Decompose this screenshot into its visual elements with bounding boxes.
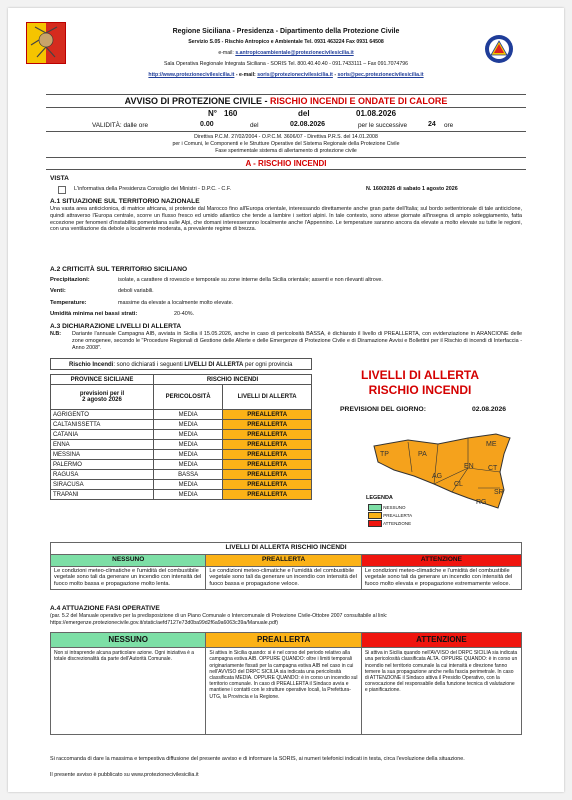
h-prev-label: previsioni per il (79, 391, 125, 397)
title-red: RISCHIO INCENDI E ONDATE DI CALORE (270, 96, 448, 106)
legend-swatch-nessuno (368, 504, 382, 511)
pec-email-link[interactable]: soris@pec.protezionecivilesicilia.it (337, 72, 424, 78)
vista-title: VISTA (50, 175, 69, 182)
h-province: PROVINCE SICILIANE (51, 375, 154, 385)
legend-nessuno (368, 504, 418, 512)
a2-value-venti: deboli variabili. (118, 288, 154, 294)
rn-b1: Rischio Incendi (69, 362, 114, 368)
province-name: RAGUSA (51, 470, 154, 480)
ops-text-preallerta: Si attiva in Sicilia quando: si è nel corso del periodo relativo alla campagna estiva AIB. OPPURE QUANDO: oltre i limiti temporali originariamente fissati per la campagna estiva AIB nel caso in cui nell'AVVISO del DRPC SICILIA sia indicata una pericolosità classificata MEDIA. OPPURE QUANDO: è in corso un incendio sul territorio comunale. In caso di PREALLERTA il Sindaco avvia e mantiene i contatti con le strutture operative locali, la Prefettura-UTG, la Provincia e la Regione. (206, 648, 361, 735)
province-name: AGRIGENTO (51, 410, 154, 420)
province-name: PALERMO (51, 460, 154, 470)
section-a-title: A - RISCHIO INCENDI (46, 157, 526, 170)
province-level: PREALLERTA (223, 430, 312, 440)
map-label-cl: CL (454, 481, 463, 488)
map-label-pa: PA (418, 451, 427, 458)
sep2: - (332, 72, 338, 78)
legend (368, 504, 418, 528)
footer-site-link[interactable]: www.protezionecivilesicilia.it (131, 772, 199, 778)
h-livelli: LIVELLI DI ALLERTA (223, 385, 312, 410)
province-pericolosita: MEDIA (154, 440, 223, 450)
header-line1: Regione Siciliana - Presidenza - Dipartimento della Protezione Civile (172, 28, 400, 35)
province-pericolosita: MEDIA (154, 460, 223, 470)
province-row (51, 430, 312, 440)
vista-text: L'informativa della Presidenza Consiglio dei Ministri - D.P.C. - C.F. (74, 186, 232, 192)
ore-label: ore (444, 122, 454, 129)
legend-label-attenzione: ATTENZIONE (383, 521, 412, 526)
province-row (51, 420, 312, 430)
email-link[interactable]: s.antropicoambientale@protezionecivilesicilia.it (235, 50, 354, 56)
a2-label-precip: Precipitazioni: (50, 277, 90, 283)
province-pericolosita: MEDIA (154, 420, 223, 430)
province-name: ENNA (51, 440, 154, 450)
title-prefix: AVVISO DI PROTEZIONE CIVILE - (124, 96, 270, 106)
vista-ref (366, 186, 458, 192)
a4-link[interactable]: https://emergenze.protezionecivile.gov.it/static/aefd7127e73d0ba99d2f6a9a6063c39a/Manuale.pdf) (50, 620, 279, 626)
province-name: MESSINA (51, 450, 154, 460)
map-label-sr: SR (494, 489, 504, 496)
province-pericolosita: BASSA (154, 470, 223, 480)
province-row (51, 480, 312, 490)
map-label-ag: AG (432, 473, 443, 480)
a2-label-venti: Venti: (50, 288, 66, 294)
footer-line1: Si raccomanda di dare la massima e tempestiva diffusione del presente avviso e di informare la SORIS, ai numeri telefonici indicati in testa, circa l'evoluzione della situazione. (50, 756, 465, 762)
province-name: SIRACUSA (51, 480, 154, 490)
from-time: 0.00 (200, 121, 214, 128)
province-level: PREALLERTA (223, 440, 312, 450)
levels-head-preallerta: PREALLERTA (206, 554, 361, 566)
rischio-note (50, 358, 312, 370)
del-label: del (298, 109, 310, 118)
province-row (51, 410, 312, 420)
province-level: PREALLERTA (223, 450, 312, 460)
levels-table (50, 542, 522, 590)
h-peric: PERICOLOSITÀ (154, 385, 223, 410)
map-label-rg: RG (476, 499, 487, 506)
h-prev-date: 2 agosto 2026 (82, 397, 122, 403)
a2-title: A.2 CRITICITÀ SUL TERRITORIO SICILIANO (50, 266, 188, 273)
map-label-me: ME (486, 441, 497, 448)
footer-prefix: Il presente avviso è pubblicato su (50, 772, 132, 778)
vista-checkbox[interactable] (58, 186, 66, 194)
province-pericolosita: MEDIA (154, 490, 223, 500)
map-title (318, 368, 522, 398)
a2-label-temp: Temperature: (50, 300, 87, 306)
legend-attenzione (368, 520, 418, 528)
a2-value-umid: 20-40%. (174, 311, 195, 317)
divider (46, 131, 526, 132)
province-pericolosita: MEDIA (154, 480, 223, 490)
legend-preallerta (368, 512, 418, 520)
ops-head-nessuno: NESSUNO (51, 633, 206, 648)
n-label: N° (208, 109, 217, 118)
vista-ref-date: di sabato 1 agosto 2026 (395, 186, 458, 192)
legend-label-preallerta: PREALLERTA (383, 513, 413, 518)
province-table (50, 374, 312, 500)
province-row (51, 460, 312, 470)
prev-label: PREVISIONI DEL GIORNO: (340, 406, 426, 413)
levels-title: LIVELLI DI ALLERTA RISCHIO INCENDI (51, 543, 522, 555)
province-row (51, 450, 312, 460)
validita-label: VALIDITÀ: dalle ore (92, 122, 149, 129)
province-row (51, 490, 312, 500)
per-label: per le successive (358, 122, 408, 129)
levels-head-attenzione: ATTENZIONE (361, 554, 521, 566)
province-row (51, 470, 312, 480)
levels-text-preallerta: Le condizioni meteo-climatiche e l'umidità del combustibile vegetale sono tali da generare un incendio con intensità del fuoco bassa e propagazione veloce. (206, 566, 361, 589)
map-label-en: EN (464, 463, 474, 470)
email-sep: - e-mail: (234, 72, 258, 78)
document-page (8, 8, 564, 792)
province-level: PREALLERTA (223, 480, 312, 490)
map-title-1: LIVELLI DI ALLERTA (361, 368, 479, 382)
from-date: 02.08.2026 (290, 121, 326, 128)
province-row (51, 440, 312, 450)
a2-value-temp: massime da elevate a localmente molto elevate. (118, 300, 234, 306)
header-line3 (8, 50, 564, 57)
province-pericolosita: MEDIA (154, 430, 223, 440)
ops-table (50, 632, 522, 735)
province-level: PREALLERTA (223, 410, 312, 420)
levels-text-attenzione: Le condizioni meteo-climatiche e l'umidità del combustibile vegetale sono tali da generare un incendio con intensità del fuoco molto elevata e propagazione estremamente veloce. (361, 566, 521, 589)
avviso-date: 01.08.2026 (356, 109, 397, 118)
a3-title: A.3 DICHIARAZIONE LIVELLI DI ALLERTA (50, 323, 182, 330)
province-pericolosita: MEDIA (154, 450, 223, 460)
hours: 24 (428, 121, 436, 128)
province-name: CATANIA (51, 430, 154, 440)
ops-head-preallerta: PREALLERTA (206, 633, 361, 648)
avviso-title (46, 94, 526, 108)
ops-text-attenzione: Si attiva in Sicilia quando nell'AVVISO del DRPC SICILIA sia indicata una pericolosità classificata ALTA. OPPURE QUANDO: è in corso un incendio nel territorio comunale la cui intensità e direzione fanno temere la sua propagazione anche nella fascia perimetrale. In caso di ATTENZIONE il Sindaco attiva il Presidio Operativo, con la convocazione del responsabile della funzione tecnica di valutazione e pianificazione. (361, 648, 521, 735)
n-value: 160 (224, 109, 238, 118)
legend-swatch-preallerta (368, 512, 382, 519)
vista-ref-num: N. 160/2026 (366, 186, 396, 192)
website-link[interactable]: http://www.protezionecivilesicilia.it (148, 72, 235, 78)
legend-title: LEGENDA (366, 495, 393, 501)
directive-1: Direttiva P.C.M. 27/02/2004 - O.P.C.M. 3606/07 - Direttiva P.R.S. del 14.01.2008 (194, 134, 378, 140)
province-level: PREALLERTA (223, 420, 312, 430)
a2-value-precip: isolate, a carattere di rovescio e temporale su zone interne della Sicilia orientale; assenti e non rilevanti altrove. (118, 277, 383, 283)
directive-2: per i Comuni, le Componenti e le Strutture Operative del Sistema Regionale della Protezione Civile (172, 141, 400, 147)
rn-t2: per ogni provincia (243, 362, 293, 368)
email-label: e-mail: (218, 50, 236, 56)
province-pericolosita: MEDIA (154, 410, 223, 420)
soris-email-link[interactable]: soris@protezionecivilesicilia.it (257, 72, 333, 78)
a4-text: (par. 5.2 del Manuale operativo per la predisposizione di un Piano Comunale o Intercomunale di Protezione Civile-Ottobre 2007 consultabile al link: (50, 613, 388, 619)
a3-nb: N.B: (50, 331, 62, 337)
header-line4: Sala Operativa Regionale Integrata Siciliana - SORIS Tel. 800.40.40.40 - 091.7433111 – Fax 091.7074796 (164, 61, 408, 67)
footer-line2 (50, 772, 199, 778)
province-name: CALTANISSETTA (51, 420, 154, 430)
rn-t1: : sono dichiarati i seguenti (113, 362, 185, 368)
levels-text-nessuno: Le condizioni meteo-climatiche e l'umidità del combustibile vegetale sono tali da generare un incendio con intensità del fuoco molto bassa e propagazione molto lenta. (51, 566, 206, 589)
prev-date: 02.08.2026 (472, 406, 507, 413)
directive-3: Fase sperimentale sistema di allertamento di protezione civile (215, 148, 357, 154)
legend-swatch-attenzione (368, 520, 382, 527)
rn-b2: LIVELLI DI ALLERTA (184, 362, 244, 368)
a4-title: A.4 ATTUAZIONE FASI OPERATIVE (50, 605, 160, 612)
map-title-2: RISCHIO INCENDI (368, 383, 472, 397)
province-level: PREALLERTA (223, 460, 312, 470)
ops-text-nessuno: Non si intraprende alcuna particolare azione. Ogni iniziativa è a totale discrezionalità da parte dell'Autorità Comunale. (51, 648, 206, 735)
province-name: TRAPANI (51, 490, 154, 500)
del2-label: del (250, 122, 259, 129)
h-prev (51, 385, 154, 410)
header-line2: Servizio S.05 - Rischio Antropico e Ambientale Tel. 0931 463224 Fax 0931 64508 (188, 39, 384, 45)
a3-text: Dariante l'annuale Campagna AIB, avviata in Sicilia il 15.05.2026, anche in caso di pericolosità BASSA, è dichiarato il livello di PREALLERTA, con evidenziazione in ARANCIONE delle zone omogenee, secondo le "Procedure Regionali di Gestione delle Allerte e delle Emergenze di Protezione Civile e di Diramazione Avvisi e Bollettini per il Rischio di incendi di Interfaccia - Anno 2008". (72, 331, 522, 351)
a2-label-umid: Umidità minima nei bassi strati: (50, 311, 138, 317)
h-rischio: RISCHIO INCENDI (154, 375, 312, 385)
map-label-tp: TP (380, 451, 389, 458)
a1-text: Una vasta area anticiclonica, di matrice africana, si protende dal Marocco fino all'Europa orientale, interessando direttamente anche gran parte dell'Italia; sul bordo settentrionale di tale anticiclone, quindi attraverso l'Europa centrale, scorre un flusso fresco ed umido atlantico che tende a lambire i settori alpini. In tale contesto, sono attese giornate all'insegna di ampio soleggiamento, fatta eccezione per fenomeni d'instabilità pomeridiana sulle Alpi, che domani interesseranno localmente anche l'Appennino. Le temperature saranno ancora da elevate a molto elevate su tutte le regioni, con una ventilazione da debole a localmente moderata, a prevalente regime di brezza. (50, 206, 522, 233)
province-level: PREALLERTA (223, 470, 312, 480)
levels-head-nessuno: NESSUNO (51, 554, 206, 566)
a1-title: A.1 SITUAZIONE SUL TERRITORIO NAZIONALE (50, 198, 200, 205)
map-label-ct: CT (488, 465, 498, 472)
header-line5 (8, 72, 564, 79)
ops-head-attenzione: ATTENZIONE (361, 633, 521, 648)
province-level: PREALLERTA (223, 490, 312, 500)
province-rows (51, 410, 312, 500)
legend-label-nessuno: NESSUNO (383, 505, 406, 510)
